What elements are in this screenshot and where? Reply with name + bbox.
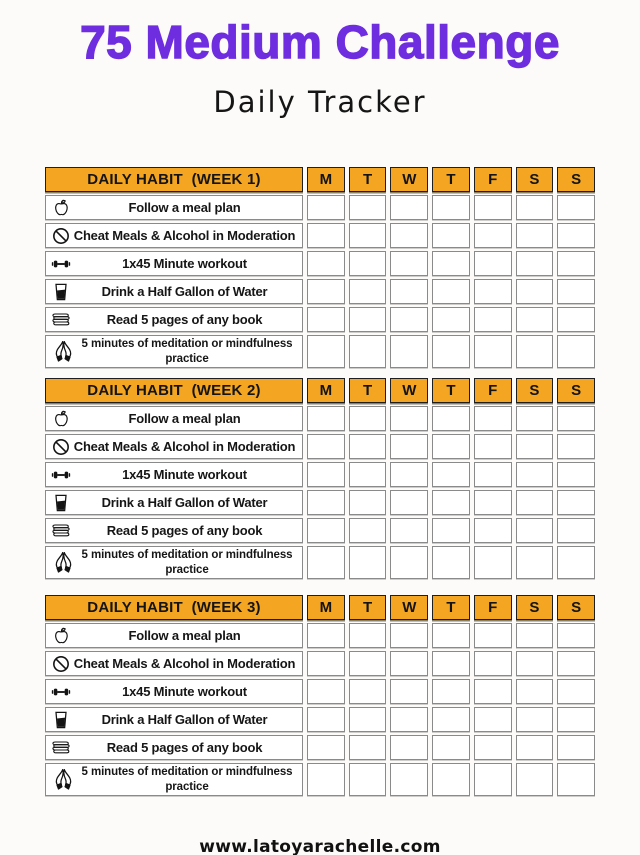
page-title: 75 Medium Challenge xyxy=(80,16,560,68)
day-checkbox[interactable] xyxy=(390,434,428,459)
week-header-row xyxy=(45,378,595,403)
no-sign-icon xyxy=(51,654,71,674)
habit-label-cell xyxy=(45,546,303,579)
apple-icon xyxy=(51,626,71,646)
habit-label: 1x45 Minute workout xyxy=(122,684,247,699)
habit-row xyxy=(45,406,595,431)
day-checkbox[interactable] xyxy=(432,279,470,304)
habit-label: Follow a meal plan xyxy=(128,628,241,643)
day-checkbox[interactable] xyxy=(390,679,428,704)
day-checkbox[interactable] xyxy=(390,462,428,487)
day-checkbox[interactable] xyxy=(557,307,595,332)
habit-row xyxy=(45,223,595,248)
day-checkbox[interactable] xyxy=(432,195,470,220)
books-icon xyxy=(51,310,71,330)
habit-label-cell xyxy=(45,735,303,760)
week-header-title: DAILY HABIT (WEEK 1) xyxy=(45,167,303,192)
day-checkbox[interactable] xyxy=(307,251,345,276)
day-checkbox[interactable] xyxy=(474,707,512,732)
day-checkbox[interactable] xyxy=(307,279,345,304)
day-header: T xyxy=(432,595,470,620)
footer-url: www.latoyarachelle.com xyxy=(199,837,441,855)
day-checkbox[interactable] xyxy=(474,223,512,248)
day-checkbox[interactable] xyxy=(390,223,428,248)
habit-label-cell xyxy=(45,707,303,732)
day-checkbox[interactable] xyxy=(516,195,554,220)
day-checkbox[interactable] xyxy=(349,490,387,515)
day-checkbox[interactable] xyxy=(307,195,345,220)
day-checkbox[interactable] xyxy=(432,223,470,248)
day-checkbox[interactable] xyxy=(390,707,428,732)
day-checkbox[interactable] xyxy=(516,623,554,648)
habit-row xyxy=(45,490,595,515)
day-checkbox[interactable] xyxy=(516,651,554,676)
day-checkbox[interactable] xyxy=(474,651,512,676)
day-checkbox[interactable] xyxy=(474,307,512,332)
day-checkbox[interactable] xyxy=(349,406,387,431)
habit-label: Drink a Half Gallon of Water xyxy=(101,712,268,727)
day-header: T xyxy=(349,595,387,620)
day-checkbox[interactable] xyxy=(432,406,470,431)
day-checkbox[interactable] xyxy=(349,279,387,304)
day-checkbox[interactable] xyxy=(432,651,470,676)
praying-hands-icon xyxy=(51,550,76,575)
day-header: F xyxy=(474,378,512,403)
day-header: W xyxy=(390,378,428,403)
habit-label-cell xyxy=(45,223,303,248)
day-checkbox[interactable] xyxy=(349,763,387,796)
day-checkbox[interactable] xyxy=(432,335,470,368)
day-checkbox[interactable] xyxy=(557,335,595,368)
day-checkbox[interactable] xyxy=(307,679,345,704)
day-checkbox[interactable] xyxy=(307,707,345,732)
no-sign-icon xyxy=(51,226,71,246)
day-header: S xyxy=(557,167,595,192)
habit-label-cell xyxy=(45,307,303,332)
week-table-3 xyxy=(45,595,595,796)
day-checkbox[interactable] xyxy=(557,406,595,431)
day-checkbox[interactable] xyxy=(516,707,554,732)
water-glass-icon xyxy=(51,282,71,302)
habit-label: Follow a meal plan xyxy=(128,200,241,215)
day-checkbox[interactable] xyxy=(557,195,595,220)
day-checkbox[interactable] xyxy=(390,546,428,579)
day-checkbox[interactable] xyxy=(390,490,428,515)
dumbbell-icon xyxy=(51,465,71,485)
day-checkbox[interactable] xyxy=(432,251,470,276)
day-checkbox[interactable] xyxy=(307,406,345,431)
habit-row xyxy=(45,651,595,676)
day-checkbox[interactable] xyxy=(557,651,595,676)
day-header: M xyxy=(307,595,345,620)
habit-label: Drink a Half Gallon of Water xyxy=(101,284,268,299)
day-checkbox[interactable] xyxy=(557,546,595,579)
day-checkbox[interactable] xyxy=(390,735,428,760)
day-checkbox[interactable] xyxy=(516,434,554,459)
day-header: S xyxy=(557,378,595,403)
habit-label-cell xyxy=(45,434,303,459)
day-checkbox[interactable] xyxy=(557,735,595,760)
day-checkbox[interactable] xyxy=(516,679,554,704)
day-header: F xyxy=(474,595,512,620)
day-header: M xyxy=(307,167,345,192)
day-checkbox[interactable] xyxy=(516,335,554,368)
day-checkbox[interactable] xyxy=(516,490,554,515)
day-checkbox[interactable] xyxy=(432,735,470,760)
day-checkbox[interactable] xyxy=(474,546,512,579)
day-checkbox[interactable] xyxy=(390,763,428,796)
habit-label: 5 minutes of meditation or mindfulness practice xyxy=(81,765,293,793)
day-checkbox[interactable] xyxy=(390,406,428,431)
day-checkbox[interactable] xyxy=(557,679,595,704)
day-checkbox[interactable] xyxy=(474,462,512,487)
habit-label-cell xyxy=(45,195,303,220)
habit-label-cell xyxy=(45,763,303,796)
day-checkbox[interactable] xyxy=(474,195,512,220)
week-table-2 xyxy=(45,378,595,579)
water-glass-icon xyxy=(51,493,71,513)
habit-label-cell xyxy=(45,462,303,487)
habit-label-cell xyxy=(45,490,303,515)
habit-label: 1x45 Minute workout xyxy=(122,467,247,482)
day-checkbox[interactable] xyxy=(432,623,470,648)
day-checkbox[interactable] xyxy=(432,307,470,332)
day-checkbox[interactable] xyxy=(432,518,470,543)
day-checkbox[interactable] xyxy=(432,679,470,704)
week-header-title: DAILY HABIT (WEEK 2) xyxy=(45,378,303,403)
day-checkbox[interactable] xyxy=(474,434,512,459)
day-header: S xyxy=(516,167,554,192)
habit-label: Read 5 pages of any book xyxy=(106,740,263,755)
day-checkbox[interactable] xyxy=(516,406,554,431)
books-icon xyxy=(51,738,71,758)
day-checkbox[interactable] xyxy=(432,462,470,487)
day-checkbox[interactable] xyxy=(516,462,554,487)
day-checkbox[interactable] xyxy=(516,223,554,248)
day-checkbox[interactable] xyxy=(432,707,470,732)
day-checkbox[interactable] xyxy=(516,735,554,760)
day-checkbox[interactable] xyxy=(349,735,387,760)
day-checkbox[interactable] xyxy=(390,279,428,304)
day-checkbox[interactable] xyxy=(307,623,345,648)
day-checkbox[interactable] xyxy=(557,623,595,648)
habit-label: Follow a meal plan xyxy=(128,411,241,426)
habit-row xyxy=(45,434,595,459)
day-checkbox[interactable] xyxy=(349,462,387,487)
praying-hands-icon xyxy=(51,339,76,364)
day-header: W xyxy=(390,167,428,192)
day-header: T xyxy=(349,167,387,192)
day-checkbox[interactable] xyxy=(474,406,512,431)
day-checkbox[interactable] xyxy=(307,490,345,515)
day-header: W xyxy=(390,595,428,620)
day-checkbox[interactable] xyxy=(349,223,387,248)
day-checkbox[interactable] xyxy=(307,546,345,579)
week-header-row xyxy=(45,167,595,192)
day-checkbox[interactable] xyxy=(557,223,595,248)
day-checkbox[interactable] xyxy=(307,434,345,459)
week-table-1 xyxy=(45,167,595,368)
habit-label: Cheat Meals & Alcohol in Moderation xyxy=(73,439,296,454)
habit-row xyxy=(45,279,595,304)
dumbbell-icon xyxy=(51,254,71,274)
day-header: T xyxy=(432,378,470,403)
habit-label-cell xyxy=(45,651,303,676)
day-checkbox[interactable] xyxy=(557,763,595,796)
habit-label-cell xyxy=(45,335,303,368)
day-checkbox[interactable] xyxy=(349,651,387,676)
day-checkbox[interactable] xyxy=(432,763,470,796)
day-checkbox[interactable] xyxy=(432,546,470,579)
day-checkbox[interactable] xyxy=(307,223,345,248)
habit-label: 5 minutes of meditation or mindfulness practice xyxy=(81,548,293,576)
day-checkbox[interactable] xyxy=(307,462,345,487)
day-checkbox[interactable] xyxy=(349,707,387,732)
week-header-row xyxy=(45,595,595,620)
day-checkbox[interactable] xyxy=(307,763,345,796)
habit-label-cell xyxy=(45,623,303,648)
dumbbell-icon xyxy=(51,682,71,702)
day-checkbox[interactable] xyxy=(307,335,345,368)
habit-label-cell xyxy=(45,518,303,543)
habit-row xyxy=(45,307,595,332)
day-checkbox[interactable] xyxy=(349,679,387,704)
day-checkbox[interactable] xyxy=(390,335,428,368)
day-header: S xyxy=(557,595,595,620)
habit-row xyxy=(45,623,595,648)
habit-row xyxy=(45,707,595,732)
day-checkbox[interactable] xyxy=(557,279,595,304)
day-checkbox[interactable] xyxy=(432,434,470,459)
day-checkbox[interactable] xyxy=(307,518,345,543)
day-checkbox[interactable] xyxy=(557,490,595,515)
apple-icon xyxy=(51,409,71,429)
day-header: T xyxy=(432,167,470,192)
day-checkbox[interactable] xyxy=(557,462,595,487)
day-checkbox[interactable] xyxy=(349,195,387,220)
day-checkbox[interactable] xyxy=(474,623,512,648)
habit-row xyxy=(45,335,595,368)
day-checkbox[interactable] xyxy=(349,623,387,648)
day-checkbox[interactable] xyxy=(307,735,345,760)
habit-label: 5 minutes of meditation or mindfulness practice xyxy=(81,337,293,365)
day-checkbox[interactable] xyxy=(390,651,428,676)
habit-row xyxy=(45,462,595,487)
day-checkbox[interactable] xyxy=(307,307,345,332)
day-checkbox[interactable] xyxy=(557,434,595,459)
weekly-tracker-tables xyxy=(45,167,595,796)
habit-label: Read 5 pages of any book xyxy=(106,523,263,538)
day-checkbox[interactable] xyxy=(390,623,428,648)
habit-row xyxy=(45,679,595,704)
day-checkbox[interactable] xyxy=(516,763,554,796)
books-icon xyxy=(51,521,71,541)
day-header: F xyxy=(474,167,512,192)
habit-label-cell xyxy=(45,679,303,704)
habit-label: Drink a Half Gallon of Water xyxy=(101,495,268,510)
day-checkbox[interactable] xyxy=(516,518,554,543)
day-checkbox[interactable] xyxy=(390,518,428,543)
day-checkbox[interactable] xyxy=(474,518,512,543)
day-checkbox[interactable] xyxy=(474,735,512,760)
day-checkbox[interactable] xyxy=(516,251,554,276)
week-header-title: DAILY HABIT (WEEK 3) xyxy=(45,595,303,620)
day-checkbox[interactable] xyxy=(557,707,595,732)
day-checkbox[interactable] xyxy=(349,518,387,543)
habit-row xyxy=(45,546,595,579)
praying-hands-icon xyxy=(51,767,76,792)
habit-row xyxy=(45,518,595,543)
day-checkbox[interactable] xyxy=(349,251,387,276)
page-subtitle: Daily Tracker xyxy=(213,84,427,119)
day-checkbox[interactable] xyxy=(432,490,470,515)
day-checkbox[interactable] xyxy=(349,546,387,579)
day-checkbox[interactable] xyxy=(349,434,387,459)
day-checkbox[interactable] xyxy=(390,307,428,332)
day-checkbox[interactable] xyxy=(307,651,345,676)
day-checkbox[interactable] xyxy=(390,195,428,220)
day-checkbox[interactable] xyxy=(516,307,554,332)
day-checkbox[interactable] xyxy=(349,307,387,332)
habit-row xyxy=(45,763,595,796)
habit-label: Cheat Meals & Alcohol in Moderation xyxy=(73,228,296,243)
day-checkbox[interactable] xyxy=(557,518,595,543)
day-checkbox[interactable] xyxy=(557,251,595,276)
habit-row xyxy=(45,251,595,276)
habit-row xyxy=(45,735,595,760)
day-checkbox[interactable] xyxy=(474,251,512,276)
habit-label-cell xyxy=(45,406,303,431)
habit-label: 1x45 Minute workout xyxy=(122,256,247,271)
apple-icon xyxy=(51,198,71,218)
day-checkbox[interactable] xyxy=(474,763,512,796)
day-checkbox[interactable] xyxy=(474,279,512,304)
habit-label: Read 5 pages of any book xyxy=(106,312,263,327)
habit-row xyxy=(45,195,595,220)
habit-label-cell xyxy=(45,279,303,304)
habit-label: Cheat Meals & Alcohol in Moderation xyxy=(73,656,296,671)
day-header: S xyxy=(516,595,554,620)
day-checkbox[interactable] xyxy=(390,251,428,276)
day-header: S xyxy=(516,378,554,403)
day-header: T xyxy=(349,378,387,403)
day-checkbox[interactable] xyxy=(474,335,512,368)
day-checkbox[interactable] xyxy=(349,335,387,368)
day-checkbox[interactable] xyxy=(516,279,554,304)
habit-label-cell xyxy=(45,251,303,276)
day-checkbox[interactable] xyxy=(474,490,512,515)
no-sign-icon xyxy=(51,437,71,457)
water-glass-icon xyxy=(51,710,71,730)
day-checkbox[interactable] xyxy=(474,679,512,704)
day-header: M xyxy=(307,378,345,403)
day-checkbox[interactable] xyxy=(516,546,554,579)
